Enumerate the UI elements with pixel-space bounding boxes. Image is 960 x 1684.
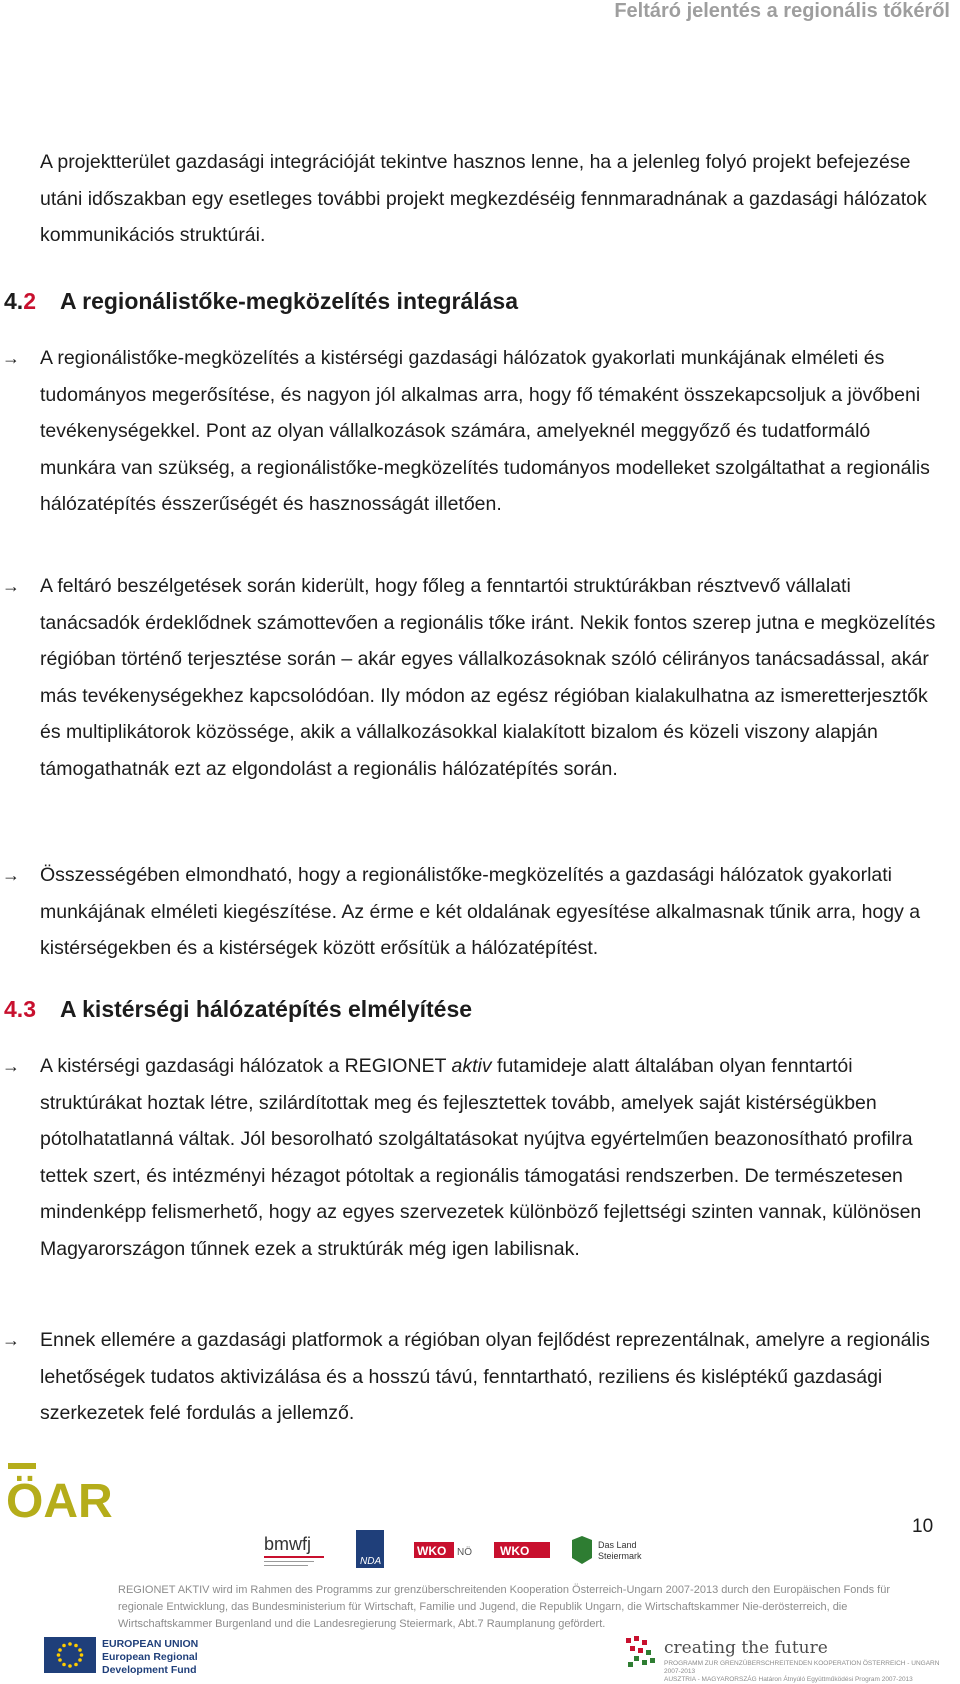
nda-logo [354, 1528, 390, 1572]
section-number-minor: 3 [23, 996, 36, 1022]
svg-text:Das Land: Das Land [598, 1540, 637, 1550]
program-funding-note: REGIONET AKTIV wird im Rahmen des Programms zur grenzüberschreitenden Kooperation Österreich-Ungarn 2007-2013 durch den Europäischen Fonds für regionale Entwicklung, das Bundesministerium für Wirtschaft, Familie und Jugend, die Republik Ungarn, die Wirtschaftskammer Nie-derösterreich, die Wirtschaftskammer Burgenland und die Landesregierung Steiermark, Abt.7 Raumplanung gefördert. [118, 1584, 891, 1630]
section-number-major: 4. [4, 996, 24, 1022]
arrow-bullet-icon: → [2, 865, 20, 885]
arrow-bullet-icon: → [2, 1056, 20, 1076]
list-item: A feltáró beszélgetések során kiderült, hogy főleg a fenntartói struktúrákban résztvevő vállalati tanácsadók érdeklődnek számottevően a regionális tőke iránt. Nekik fontos szerep jutna e megközelítés régióban történő terjesztése során – akár egyes vállalkozásoknak szóló célirányos tanácsadással, akár más tevékenységekhez kapcsolódóan. Ily módon az egész régióban kialakulhatna az ismeretterjesztők és multiplikátorok közössége, akik a vállalkozásokkal kialakított bizalom és közeli viszony alapján támogathatnák ezt az elgondolást a regionális hálózatépítés során. [40, 575, 936, 780]
section-number-minor: 2 [23, 288, 36, 314]
eu-fund-label [102, 1638, 198, 1677]
oar-logo-text: ÖAR [6, 1475, 113, 1521]
section-number-major: 4. [4, 288, 24, 314]
eu-line-1: EUROPEAN UNION [102, 1638, 199, 1650]
page-number: 10 [912, 1516, 934, 1537]
list-item: A regionálistőke-megközelítés a kistérségi gazdasági hálózatok gyakorlati munkájának elméleti és tudományos megerősítése, és nagyon jól alkalmas arra, hogy fő témaként összekapcsoljuk a jövőbeni tevékenységekkel. Pont az olyan vállalkozások számára, amelyeknél meggyőző és tudatformáló munkára van szükség, a regionálistőke-megközelítés tudományos modelleket szolgáltathat a regionális hálózatépítés ésszerűségét és hasznosságát illetően. [40, 347, 930, 515]
partner-logos [262, 1528, 662, 1572]
list-item-italic: aktiv [451, 1055, 492, 1077]
section-heading-4-2 [4, 288, 518, 315]
wko-noe-logo [412, 1528, 478, 1572]
steiermark-logo [568, 1528, 658, 1572]
svg-text:WKO: WKO [500, 1544, 530, 1558]
running-header: Feltáró jelentés a regionális tőkéről [614, 0, 950, 22]
wko-logo [492, 1528, 552, 1572]
ctf-sub-line-1: PROGRAMM ZUR GRENZÜBERSCHREITENDEN KOOPERATION ÖSTERREICH - UNGARN 2007-2013 [664, 1660, 940, 1675]
list-item [40, 1048, 940, 1267]
svg-text:NDA: NDA [360, 1556, 382, 1567]
creating-the-future-icon [622, 1632, 662, 1672]
svg-text:WKO NÖ: WKO NÖ [412, 1528, 417, 1529]
section-number [4, 996, 36, 1022]
oar-logo [6, 1463, 116, 1526]
intro-paragraph: A projektterület gazdasági integrációját tekintve hasznos lenne, ha a jelenleg folyó projekt befejezése utáni időszakban egy esetleges további projekt megkezdéséig fennmaradnának a gazdasági hálózatok kommunikációs struktúrái. [40, 151, 927, 246]
section-title: A kistérségi hálózatépítés elmélyítése [59, 996, 473, 1022]
section-number [4, 288, 36, 314]
svg-text:WKO: WKO [417, 1544, 447, 1558]
arrow-bullet-icon: → [2, 576, 20, 596]
creating-the-future-title: creating the future [664, 1638, 828, 1658]
creating-the-future-subtitle [664, 1660, 954, 1684]
bmwfj-logo [262, 1528, 334, 1572]
list-item: Összességében elmondható, hogy a regionálistőke-megközelítés a gazdasági hálózatok gyakorlati munkájának elméleti kiegészítése. Az érme e két oldalának egyesítése alkalmasnak tűnik arra, hogy a kistérségekben és a kistérségek között erősítük a hálózatépítést. [40, 864, 921, 959]
svg-text:NÖ: NÖ [457, 1547, 472, 1558]
list-item: Ennek ellemére a gazdasági platformok a régióban olyan fejlődést reprezentálnak, amelyre a regionális lehetőségek tudatos aktivizálása és a hosszú távú, fenntartható, reziliens és kisléptékű gazdasági szerkezetek felé fordulás a jellemző. [40, 1329, 930, 1424]
eu-line-3: Development Fund [102, 1664, 197, 1676]
eu-flag-icon [44, 1637, 96, 1673]
arrow-bullet-icon: → [2, 348, 20, 368]
eu-line-2: European Regional [102, 1651, 198, 1663]
section-heading-4-3 [4, 996, 472, 1023]
svg-text:Steiermark: Steiermark [598, 1551, 642, 1561]
section-title: A regionálistőke-megközelítés integrálása [59, 288, 519, 314]
list-item-text: A kistérségi gazdasági hálózatok a REGIONET [40, 1055, 452, 1077]
ctf-sub-line-2: AUSZTRIA - MAGYARORSZÁG Határon Átnyúló Együttműködési Program 2007-2013 [664, 1676, 913, 1683]
svg-text:Das Land Steiermark: Das Land Steiermark [568, 1528, 578, 1529]
svg-text:bmwfj: bmwfj [264, 1534, 312, 1554]
list-item-text: futamideje alatt általában olyan fenntartói struktúrákat hoztak létre, szilárdítottak meg és fejlesztettek tovább, amelyek saját kistérségükben pótolhatatlanná váltak. Jól besorolható szolgáltatásokat nyújtva egyértelműen beazonosítható profilra tettek szert, és intézményi hézagot pótoltak a regionális támogatási rendszerben. De természetesen mindenképp felismerhető, hogy az egyes szervezetek különböző fejlettségi szinten vannak, különösen Magyarországon tűnnek ezek a struktúrák még igen labilisnak. [40, 1055, 922, 1260]
arrow-bullet-icon: → [2, 1330, 20, 1350]
